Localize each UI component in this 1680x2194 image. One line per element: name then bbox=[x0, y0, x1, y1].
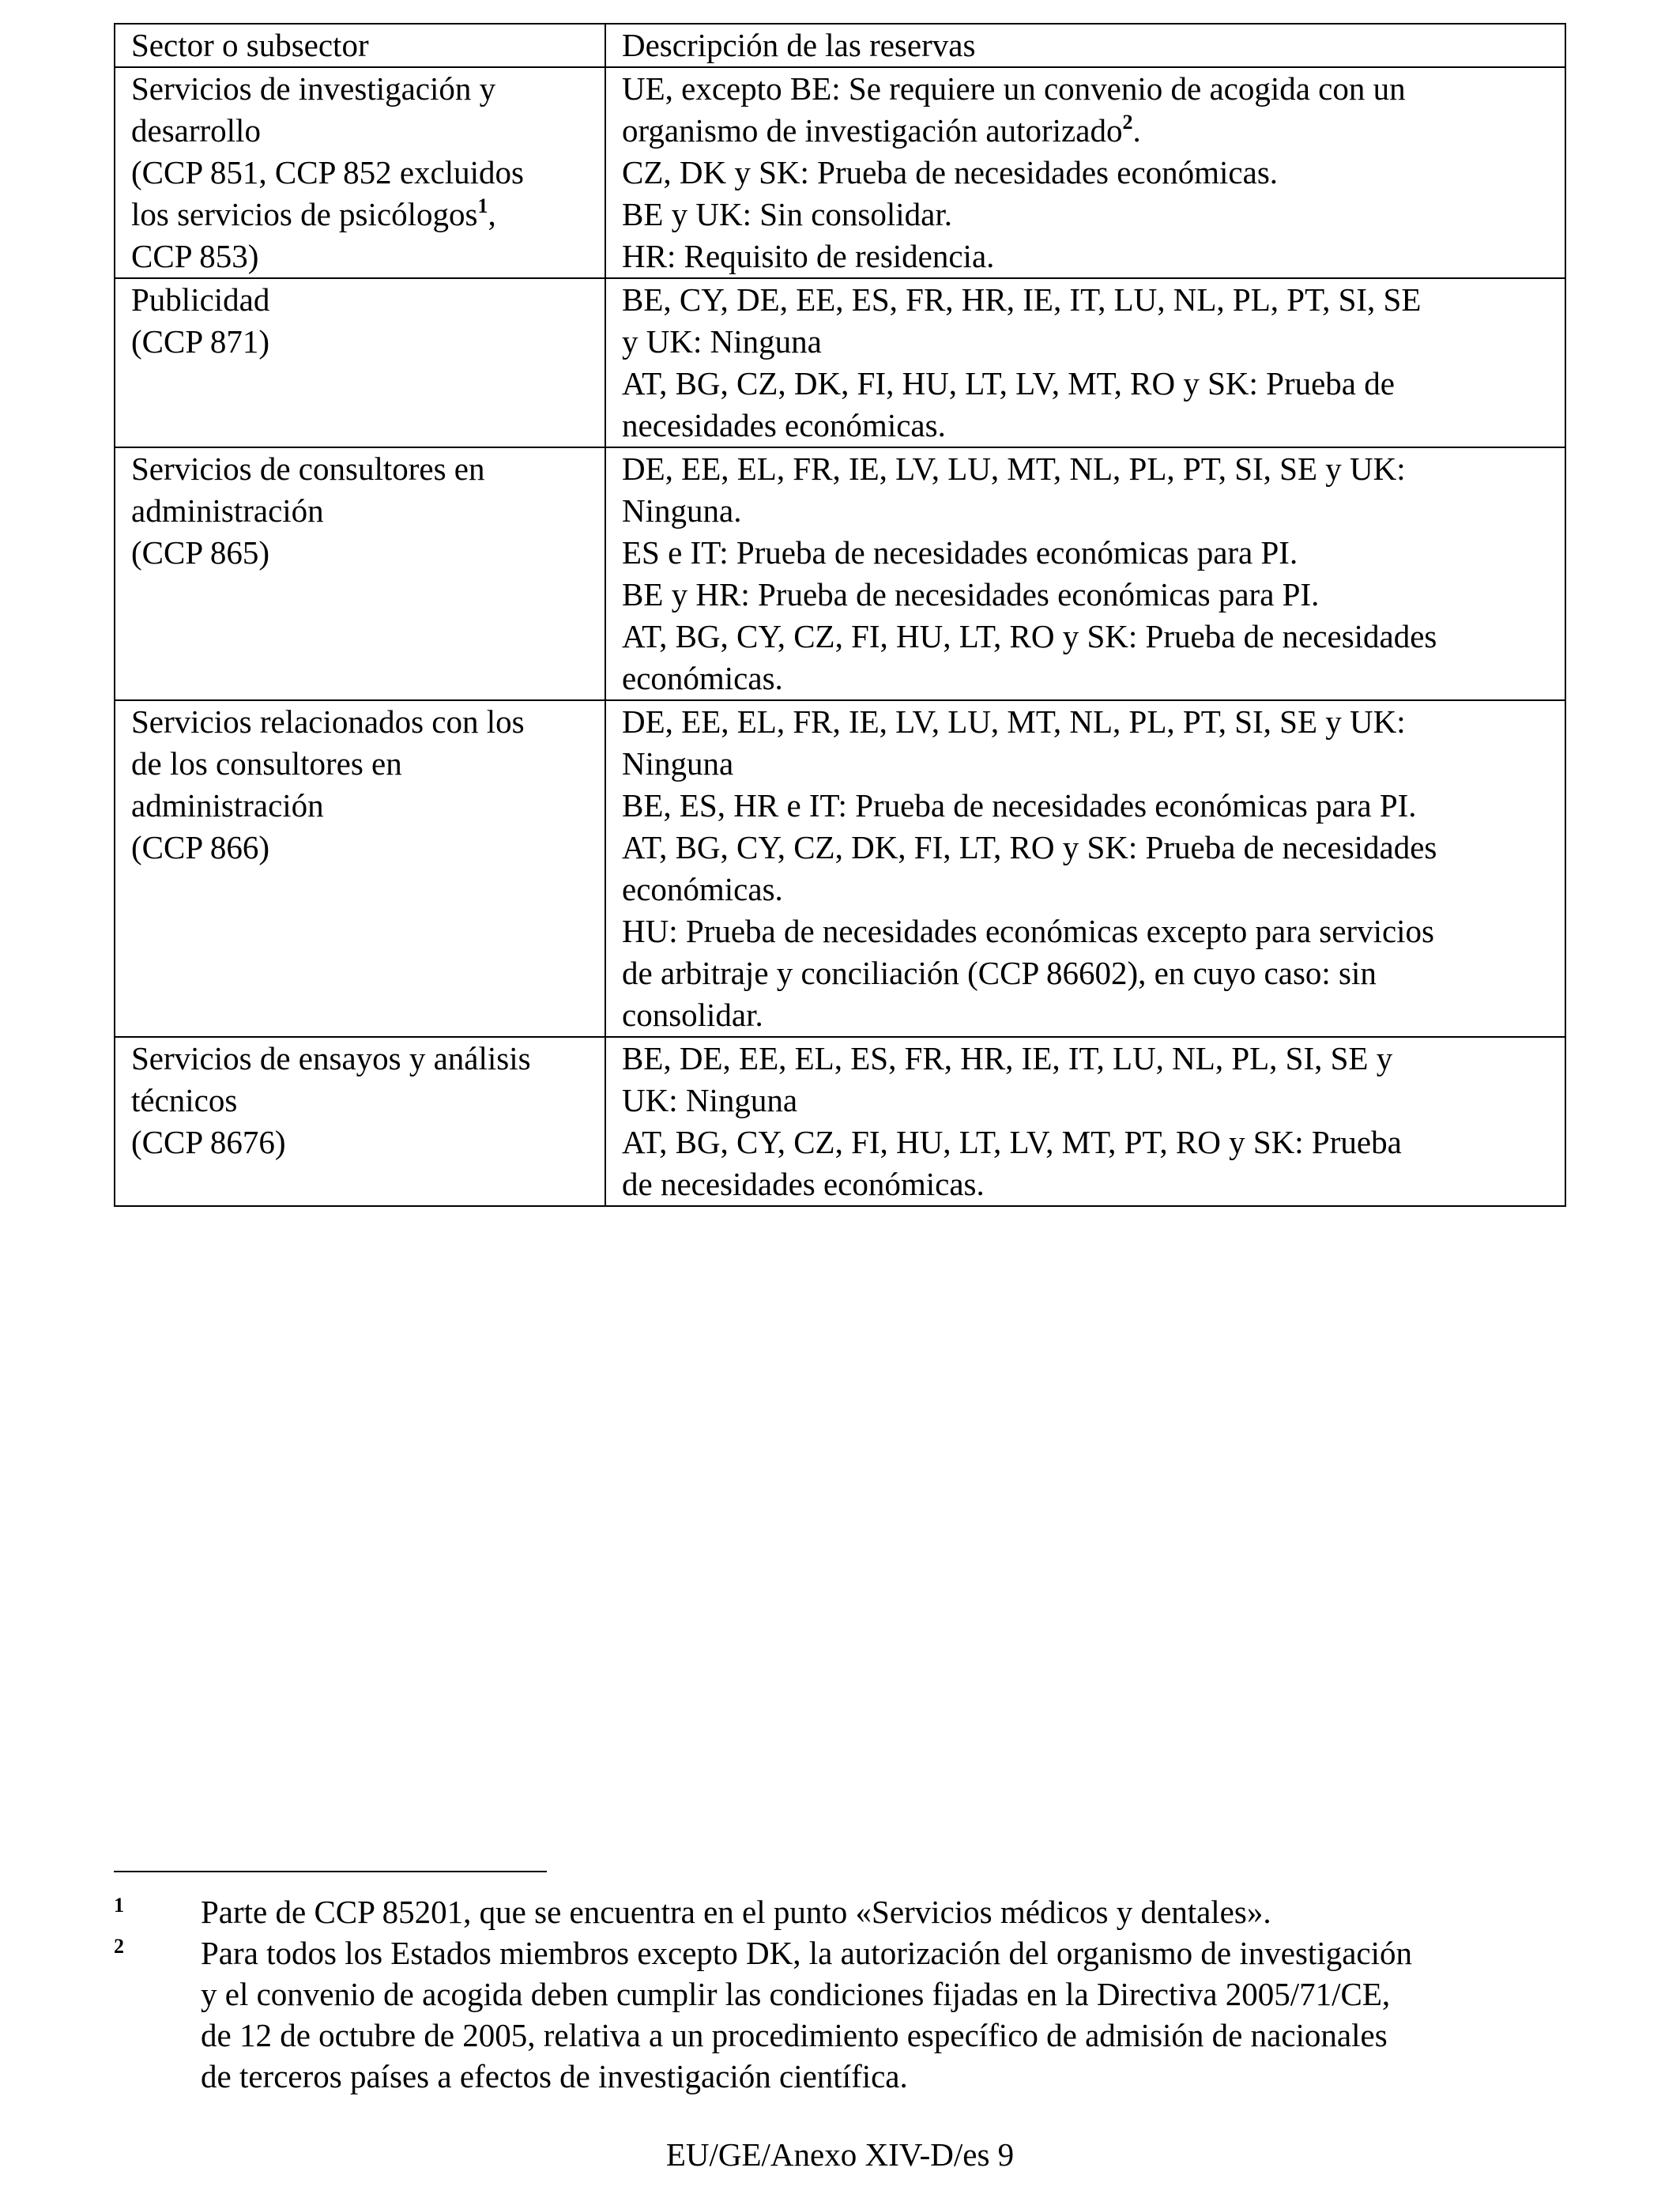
cell-line: CZ, DK y SK: Prueba de necesidades económicas. bbox=[622, 154, 1279, 190]
cell-line: BE y UK: Sin consolidar. bbox=[622, 196, 952, 232]
sector-cell bbox=[115, 447, 605, 700]
cell-line: organismo de investigación autorizado$^2$. bbox=[622, 111, 1141, 149]
header-description: Descripción de las reservas bbox=[605, 24, 1565, 67]
table-row bbox=[115, 447, 1565, 700]
cell-line: BE, DE, EE, EL, ES, FR, HR, IE, IT, LU, NL, PL, SI, SE y bbox=[622, 1040, 1393, 1076]
cell-line: DE, EE, EL, FR, IE, LV, LU, MT, NL, PL, PT, SI, SE y UK: bbox=[622, 450, 1406, 487]
description-cell bbox=[605, 278, 1565, 447]
footnote-number: 2 bbox=[114, 1935, 124, 1958]
page-number: EU/GE/Anexo XIV-D/es 9 bbox=[665, 2136, 1015, 2173]
cell-line: AT, BG, CZ, DK, FI, HU, LT, LV, MT, RO y SK: Prueba de bbox=[622, 365, 1395, 401]
cell-line: AT, BG, CY, CZ, DK, FI, LT, RO y SK: Prueba de necesidades bbox=[622, 829, 1437, 865]
cell-line: HU: Prueba de necesidades económicas excepto para servicios bbox=[622, 913, 1435, 949]
cell-line: CCP 853) bbox=[131, 238, 259, 274]
cell-line: administración bbox=[131, 787, 324, 824]
cell-line: HR: Requisito de residencia. bbox=[622, 238, 995, 274]
description-cell bbox=[605, 700, 1565, 1037]
cell-line: BE, ES, HR e IT: Prueba de necesidades económicas para PI. bbox=[622, 787, 1417, 824]
cell-line: Servicios de consultores en bbox=[131, 450, 485, 487]
cell-line: económicas. bbox=[622, 660, 783, 696]
cell-line: técnicos bbox=[131, 1082, 238, 1118]
cell-line: Servicios relacionados con los bbox=[131, 703, 525, 740]
footnote-line: y el convenio de acogida deben cumplir las condiciones fijadas en la Directiva 2005/71/CE, bbox=[201, 1976, 1391, 2012]
table-row bbox=[115, 700, 1565, 1037]
footnote-2 bbox=[114, 1932, 1565, 2097]
cell-line: necesidades económicas. bbox=[622, 407, 946, 443]
cell-line: Ninguna. bbox=[622, 492, 742, 529]
cell-line: (CCP 866) bbox=[131, 829, 270, 865]
table-row bbox=[115, 1037, 1565, 1206]
header-sector: Sector o subsector bbox=[115, 24, 605, 67]
footnote-line: Parte de CCP 85201, que se encuentra en el punto «Servicios médicos y dentales». bbox=[201, 1894, 1271, 1930]
cell-line: de arbitraje y conciliación (CCP 86602), en cuyo caso: sin bbox=[622, 955, 1377, 991]
cell-line: UE, excepto BE: Se requiere un convenio de acogida con un bbox=[622, 70, 1406, 107]
table-row bbox=[115, 278, 1565, 447]
cell-line: (CCP 8676) bbox=[131, 1124, 286, 1160]
cell-line: administración bbox=[131, 492, 324, 529]
cell-line: económicas. bbox=[622, 871, 783, 907]
cell-line: Ninguna bbox=[622, 745, 734, 782]
footnote-line: de 12 de octubre de 2005, relativa a un procedimiento específico de admisión de nacionales bbox=[201, 2017, 1388, 2053]
footnote-line: de terceros países a efectos de investigación científica. bbox=[201, 2058, 908, 2094]
cell-line: los servicios de psicólogos$^1$, bbox=[131, 194, 496, 232]
footnote-1 bbox=[114, 1891, 1565, 1932]
cell-line: de los consultores en bbox=[131, 745, 402, 782]
sector-cell bbox=[115, 278, 605, 447]
cell-line: UK: Ninguna bbox=[622, 1082, 798, 1118]
cell-line: Publicidad bbox=[131, 281, 270, 318]
table-row bbox=[115, 67, 1565, 278]
cell-line: (CCP 865) bbox=[131, 534, 270, 571]
cell-line: Servicios de investigación y bbox=[131, 70, 496, 107]
cell-line: (CCP 871) bbox=[131, 323, 270, 360]
cell-line: (CCP 851, CCP 852 excluidos bbox=[131, 154, 524, 190]
description-cell bbox=[605, 1037, 1565, 1206]
cell-line: AT, BG, CY, CZ, FI, HU, LT, LV, MT, PT, RO y SK: Prueba bbox=[622, 1124, 1402, 1160]
cell-line: Servicios de ensayos y análisis bbox=[131, 1040, 531, 1076]
reserves-table bbox=[114, 23, 1566, 1207]
footnote-number: 1 bbox=[114, 1894, 124, 1917]
sector-cell bbox=[115, 67, 605, 278]
cell-line: consolidar. bbox=[622, 997, 763, 1033]
description-cell bbox=[605, 447, 1565, 700]
cell-line: BE, CY, DE, EE, ES, FR, HR, IE, IT, LU, NL, PL, PT, SI, SE bbox=[622, 281, 1422, 318]
footnotes bbox=[114, 1891, 1565, 2097]
cell-line: BE y HR: Prueba de necesidades económicas para PI. bbox=[622, 576, 1320, 613]
cell-line: DE, EE, EL, FR, IE, LV, LU, MT, NL, PL, PT, SI, SE y UK: bbox=[622, 703, 1406, 740]
footnote-separator bbox=[114, 1871, 547, 1872]
cell-line: desarrollo bbox=[131, 112, 261, 149]
description-cell bbox=[605, 67, 1565, 278]
cell-line: de necesidades económicas. bbox=[622, 1166, 985, 1202]
cell-line: AT, BG, CY, CZ, FI, HU, LT, RO y SK: Prueba de necesidades bbox=[622, 618, 1437, 654]
footnote-ref-1[interactable]: 1 bbox=[477, 194, 488, 217]
table-header-row bbox=[115, 24, 1565, 67]
cell-line: ES e IT: Prueba de necesidades económicas para PI. bbox=[622, 534, 1298, 571]
sector-cell bbox=[115, 700, 605, 1037]
footnote-line: Para todos los Estados miembros excepto DK, la autorización del organismo de investigación bbox=[201, 1935, 1412, 1971]
sector-cell bbox=[115, 1037, 605, 1206]
footnote-ref-2[interactable]: 2 bbox=[1122, 111, 1133, 134]
cell-line: y UK: Ninguna bbox=[622, 323, 822, 360]
